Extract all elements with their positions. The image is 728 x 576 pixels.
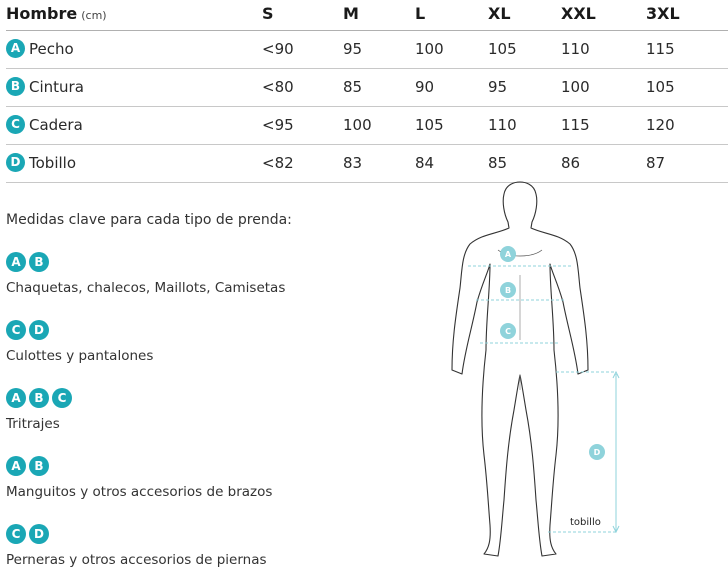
badge-a: A xyxy=(6,456,26,476)
measure-name: Cadera xyxy=(29,116,83,134)
body-outline xyxy=(452,182,588,556)
badge-d: D xyxy=(6,153,25,172)
table-unit: (cm) xyxy=(81,9,107,22)
table-cell: 87 xyxy=(646,154,666,172)
body-outline-illustration xyxy=(420,180,650,572)
garment-label: Perneras y otros accesorios de piernas xyxy=(6,552,267,568)
marker-a-label: A xyxy=(504,250,512,259)
size-header-xxl: XXL xyxy=(561,4,596,23)
badge-c: C xyxy=(6,115,25,134)
table-cell: 95 xyxy=(343,40,363,58)
size-header-l: L xyxy=(415,4,426,23)
row-name xyxy=(6,145,76,182)
table-cell: 120 xyxy=(646,116,675,134)
badge-b: B xyxy=(29,252,49,272)
row-name xyxy=(6,31,74,68)
garment-perneras xyxy=(6,524,267,568)
size-header-m: M xyxy=(343,4,359,23)
ankle-label: tobillo xyxy=(570,517,601,528)
table-cell: 85 xyxy=(488,154,508,172)
table-cell: <82 xyxy=(262,154,294,172)
table-cell: 100 xyxy=(561,78,590,96)
badge-a: A xyxy=(6,388,26,408)
table-row-cadera xyxy=(6,107,728,145)
garment-label: Culottes y pantalones xyxy=(6,348,154,364)
garment-culottes xyxy=(6,320,153,364)
marker-d-label: D xyxy=(593,448,601,457)
size-header-3xl: 3XL xyxy=(646,4,680,23)
table-cell: 84 xyxy=(415,154,435,172)
measure-name: Tobillo xyxy=(29,154,76,172)
size-header-xl: XL xyxy=(488,4,511,23)
key-measures-title: Medidas clave para cada tipo de prenda: xyxy=(6,212,292,228)
table-cell: 100 xyxy=(343,116,372,134)
table-cell: 105 xyxy=(415,116,444,134)
table-cell: 100 xyxy=(415,40,444,58)
table-cell: 110 xyxy=(561,40,590,58)
garment-manguitos xyxy=(6,456,272,500)
garment-label: Chaquetas, chalecos, Maillots, Camisetas xyxy=(6,280,286,296)
badge-b: B xyxy=(6,77,25,96)
garment-badges xyxy=(6,320,153,342)
garment-badges xyxy=(6,252,285,274)
marker-c-label: C xyxy=(505,327,511,336)
table-cell: <80 xyxy=(262,78,294,96)
table-row-pecho xyxy=(6,31,728,69)
badge-b: B xyxy=(29,388,49,408)
measure-name: Pecho xyxy=(29,40,74,58)
garment-tritrajes xyxy=(6,388,75,432)
garment-label: Manguitos y otros accesorios de brazos xyxy=(6,484,273,500)
badge-b: B xyxy=(29,456,49,476)
row-name xyxy=(6,69,84,106)
table-row-cintura xyxy=(6,69,728,107)
badge-a: A xyxy=(6,39,25,58)
table-cell: 86 xyxy=(561,154,581,172)
table-header xyxy=(6,0,728,31)
table-cell: 105 xyxy=(488,40,517,58)
garment-badges xyxy=(6,456,272,478)
body-figure xyxy=(420,180,650,572)
table-cell: 95 xyxy=(488,78,508,96)
size-table xyxy=(6,0,728,183)
table-cell: 105 xyxy=(646,78,675,96)
table-cell: <95 xyxy=(262,116,294,134)
garment-label: Tritrajes xyxy=(6,416,60,432)
badge-d: D xyxy=(29,524,49,544)
row-name xyxy=(6,107,83,144)
badge-c: C xyxy=(6,320,26,340)
table-cell: <90 xyxy=(262,40,294,58)
badge-c: C xyxy=(52,388,72,408)
garment-badges xyxy=(6,388,75,410)
garment-badges xyxy=(6,524,267,546)
table-cell: 115 xyxy=(646,40,675,58)
marker-b-label: B xyxy=(504,286,512,295)
table-cell: 85 xyxy=(343,78,363,96)
table-cell: 110 xyxy=(488,116,517,134)
size-header-s: S xyxy=(262,4,274,23)
garment-jackets xyxy=(6,252,285,296)
badge-c: C xyxy=(6,524,26,544)
table-title-text: Hombre xyxy=(6,4,78,23)
table-cell: 115 xyxy=(561,116,590,134)
measure-name: Cintura xyxy=(29,78,84,96)
badge-a: A xyxy=(6,252,26,272)
badge-d: D xyxy=(29,320,49,340)
table-cell: 90 xyxy=(415,78,435,96)
table-title xyxy=(6,0,107,30)
table-row-tobillo xyxy=(6,145,728,183)
table-cell: 83 xyxy=(343,154,363,172)
